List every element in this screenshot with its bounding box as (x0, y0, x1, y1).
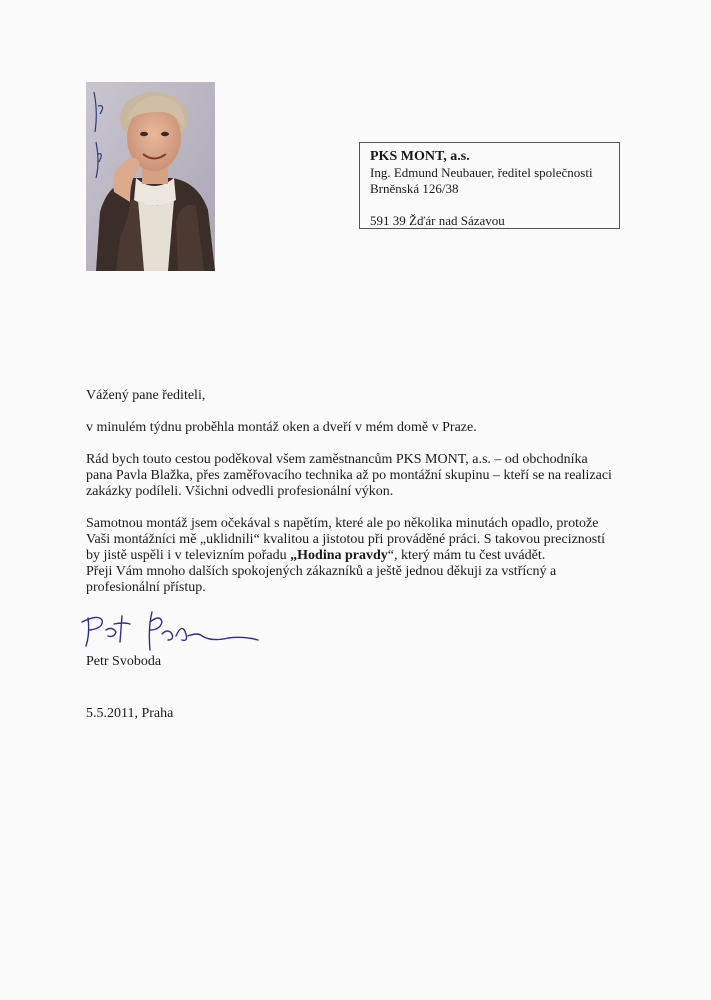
paragraph-2 (86, 452, 646, 500)
recipient-street: Brněnská 126/38 (370, 181, 459, 196)
show-title: „Hodina pravdy (290, 548, 388, 563)
portrait-image (86, 82, 215, 271)
date-and-place: 5.5.2011, Praha (86, 706, 174, 721)
paragraph-2-line-3: zakázky podíleli. Všichni odvedli profesionální výkon. (86, 484, 394, 499)
paragraph-4-line-2: profesionální přístup. (86, 580, 206, 595)
paragraph-3 (86, 516, 646, 564)
handwritten-signature (78, 608, 263, 656)
recipient-company: PKS MONT, a.s. (370, 149, 470, 164)
salutation: Vážený pane řediteli, (86, 388, 206, 403)
recipient-address-box (359, 142, 620, 229)
paragraph-2-line-1: Rád bych touto cestou poděkoval všem zaměstnancům PKS MONT, a.s. – od obchodníka (86, 452, 588, 467)
paragraph-2-line-2: pana Pavla Blažka, přes zaměřovacího technika až po montážní skupinu – kteří se na realizaci (86, 468, 612, 483)
signature-image (78, 608, 263, 656)
paragraph-4 (86, 564, 646, 596)
paragraph-4-line-1: Přeji Vám mnoho dalších spokojených zákazníků a ještě jednou děkuji za vstřícný a (86, 564, 557, 579)
letter-body (86, 388, 646, 596)
paragraph-1: v minulém týdnu proběhla montáž oken a dveří v mém domě v Praze. (86, 420, 477, 435)
portrait-photo (86, 82, 215, 271)
paragraph-3-line-2: Vaši montážníci mě „uklidnili“ kvalitou a jistotou při prováděné práci. S takovou precizností (86, 532, 606, 547)
address-gap (370, 197, 619, 213)
paragraph-3-line-3 (86, 548, 646, 564)
recipient-city: 591 39 Žďár nad Sázavou (370, 213, 505, 228)
line-3-start: by jistě uspěli i v televizním pořadu (86, 548, 291, 563)
line-3-end: “, který mám tu čest uvádět. (387, 548, 546, 563)
paragraph-3-line-1: Samotnou montáž jsem očekával s napětím, které ale po několika minutách opadlo, protože (86, 516, 599, 531)
signer-name: Petr Svoboda (86, 654, 162, 669)
recipient-contact: Ing. Edmund Neubauer, ředitel společnosti (370, 165, 593, 180)
